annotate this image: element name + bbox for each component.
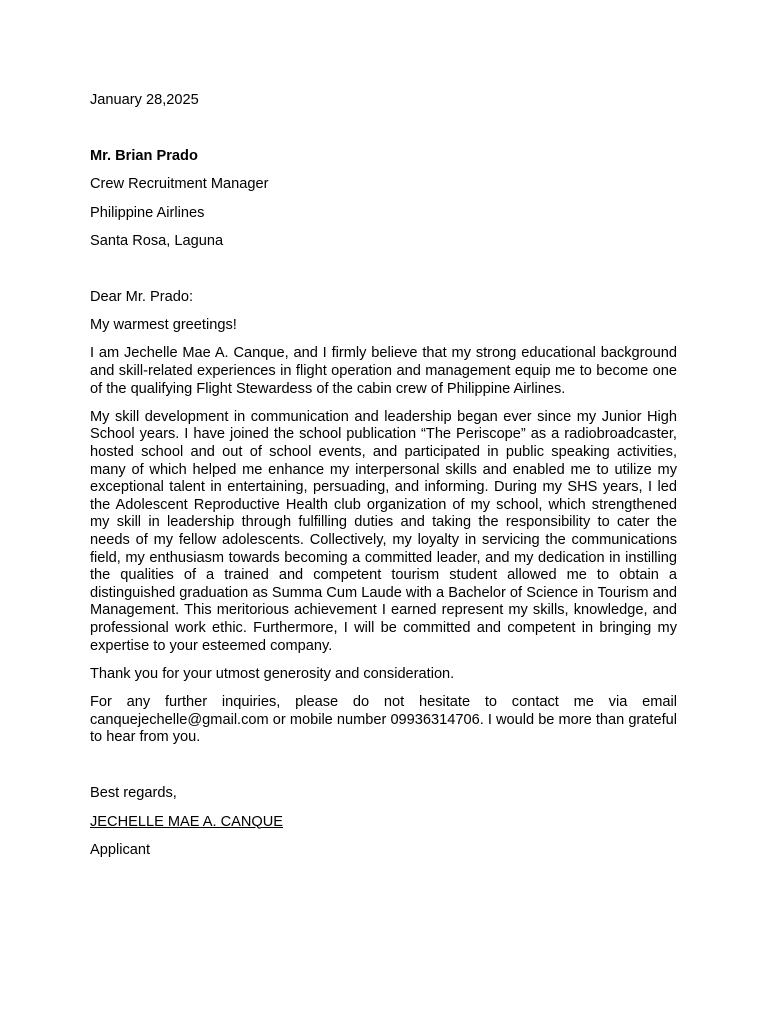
- paragraph-thanks: Thank you for your utmost generosity and consideration.: [90, 665, 455, 682]
- recipient-location: Santa Rosa, Laguna: [90, 232, 224, 249]
- greeting: My warmest greetings!: [90, 317, 237, 334]
- recipient-name: Mr. Brian Prado: [90, 147, 198, 164]
- closing: Best regards,: [90, 785, 177, 802]
- letter-date: January 28,2025: [90, 92, 199, 108]
- recipient-company: Philippine Airlines: [90, 204, 205, 221]
- salutation: Dear Mr. Prado:: [90, 288, 194, 305]
- paragraph-experience: My skill development in communication and leadership began ever since my Junior High School years. I have joined the school publication “The Periscope” as a radiobroadcaster, hosted school and out of school events, and participated in public speaking activities, many of which helped me enhance my interpersonal skills and enabled me to utilize my exceptional talent in entertaining, persuading, and informing. During my SHS years, I led the Adolescent Reproductive Health club organization of my school, which strengthened my skill in leadership through fulfilling duties and taking the responsibility to cater the needs of my fellow adolescents. Collectively, my loyalty in servicing the communications field, my enthusiasm towards becoming a committed leader, and my dedication in instilling the qualities of a trained and competent tourism student allowed me to obtain a distinguished graduation as Summa Cum Laude with a Bachelor of Science in Tourism and Management. This meritorious achievement I earned represent my skills, knowledge, and professional work ethic. Furthermore, I will be committed and competent in bringing my expertise to your esteemed company.: [90, 408, 677, 654]
- recipient-title: Crew Recruitment Manager: [90, 176, 269, 193]
- signature-name: JECHELLE MAE A. CANQUE: [90, 813, 284, 830]
- paragraph-contact: For any further inquiries, please do not hesitate to contact me via email canquejechelle@gmail.com or mobile number 09936314706. I would be more than grateful to hear from you.: [90, 694, 677, 746]
- signature-role: Applicant: [90, 841, 151, 858]
- paragraph-intro: I am Jechelle Mae A. Canque, and I firmly believe that my strong educational background and skill-related experiences in flight operation and management equip me to become one of the qualifying Flight Stewardess of the cabin crew of Philippine Airlines.: [90, 345, 677, 397]
- letter-page: [90, 92, 677, 870]
